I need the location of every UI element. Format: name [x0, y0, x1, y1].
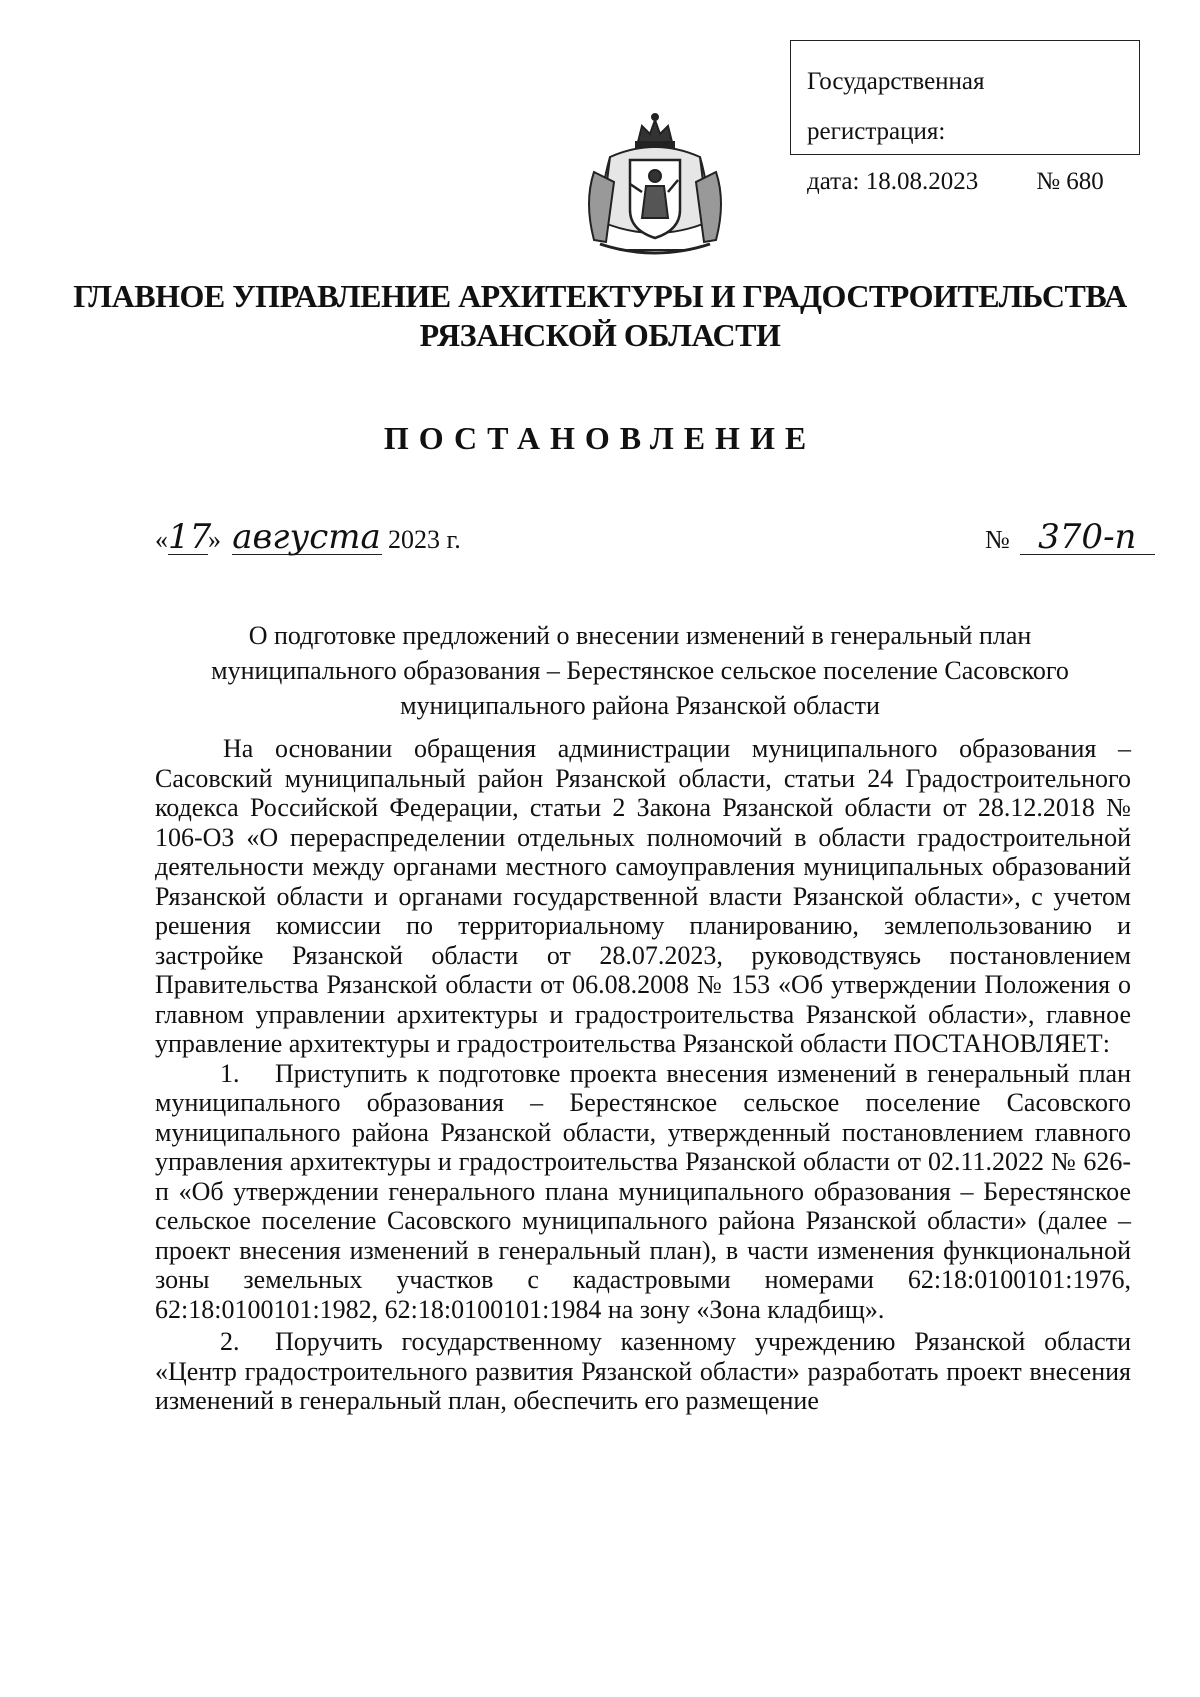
- body-preamble: На основании обращения администрации муниципального образования – Сасовский муниципальный район Рязанской области, статьи 24 Градостроительного кодекса Российской Федерации, статьи 2 Закона Рязанской области от 28.12.2018 № 106-ОЗ «О перераспределении отдельных полномочий в области градостроительной деятельности между органами местного самоуправления муниципальных образований Рязанской области и органами государственной власти Рязанской области», с учетом решения комиссии по территориальному планированию, землепользованию и застройке Рязанской области от 28.07.2023, руководствуясь постановлением Правительства Рязанской области от 06.08.2008 № 153 «Об утверждении Положения о главном управлении архитектуры и градостроительства Рязанской области», главное управление архитектуры и градостроительства Рязанской области ПОСТАНОВЛЯЕТ:: [155, 734, 1131, 1058]
- document-body: [155, 734, 1131, 1416]
- date-day-handwritten: 17: [168, 517, 212, 557]
- item-2-number: 2.: [220, 1327, 240, 1356]
- item-1-text: Приступить к подготовке проекта внесения изменений в генеральный план муниципального образования – Берестянское сельское поселение Сасовского муниципального района Рязанской области, утвержденный постановлением главного управления архитектуры и градостроительства Рязанской области от 02.11.2022 № 626-п «Об утверждении генерального плана муниципального образования – Берестянское сельское поселение Сасовского муниципального района Рязанской области» (далее – проект внесения изменений в генеральный план), в части изменения функциональной зоны земельных участков с кадастровыми номерами 62:18:0100101:1976, 62:18:0100101:1982, 62:18:0100101:1984 на зону «Зона кладбищ».: [155, 1058, 1131, 1324]
- date-year: 2023 г.: [388, 525, 461, 554]
- registration-number: № 680: [1036, 168, 1104, 195]
- body-item-2: [155, 1327, 1131, 1416]
- date-open-quote: «: [155, 525, 168, 554]
- document-title: [150, 618, 1130, 723]
- number-prefix: №: [985, 525, 1010, 554]
- item-2-text: Поручить государственному казенному учреждению Рязанской области «Центр градостроительного развития Рязанской области» разработать проект внесения изменений в генеральный план, обеспечить его размещение: [155, 1327, 1131, 1415]
- organization-name-line1: ГЛАВНОЕ УПРАВЛЕНИЕ АРХИТЕКТУРЫ И ГРАДОСТРОИТЕЛЬСТВА: [73, 278, 1127, 314]
- document-number: [985, 517, 1155, 557]
- registration-details: [807, 157, 1125, 207]
- date-month-handwritten: августа: [232, 517, 381, 557]
- registration-label: Государственная регистрация:: [807, 68, 985, 145]
- title-line2: муниципального образования – Берестянское сельское поселение Сасовского: [211, 656, 1069, 685]
- registration-date: дата: 18.08.2023: [807, 168, 979, 195]
- title-line1: О подготовке предложений о внесении изменений в генеральный план: [248, 621, 1032, 650]
- registration-stamp: [790, 40, 1140, 195]
- number-value-handwritten: 370-п: [1020, 520, 1155, 555]
- title-line3: муниципального района Рязанской области: [400, 691, 880, 720]
- document-type-heading: ПОСТАНОВЛЕНИЕ: [383, 420, 817, 456]
- document-date: [155, 517, 461, 557]
- coat-of-arms-emblem: [580, 112, 730, 264]
- item-1-number: 1.: [220, 1058, 240, 1088]
- date-close-quote: »: [208, 525, 221, 554]
- body-item-1: [155, 1059, 1131, 1325]
- organization-name-line2: РЯЗАНСКОЙ ОБЛАСТИ: [419, 317, 781, 353]
